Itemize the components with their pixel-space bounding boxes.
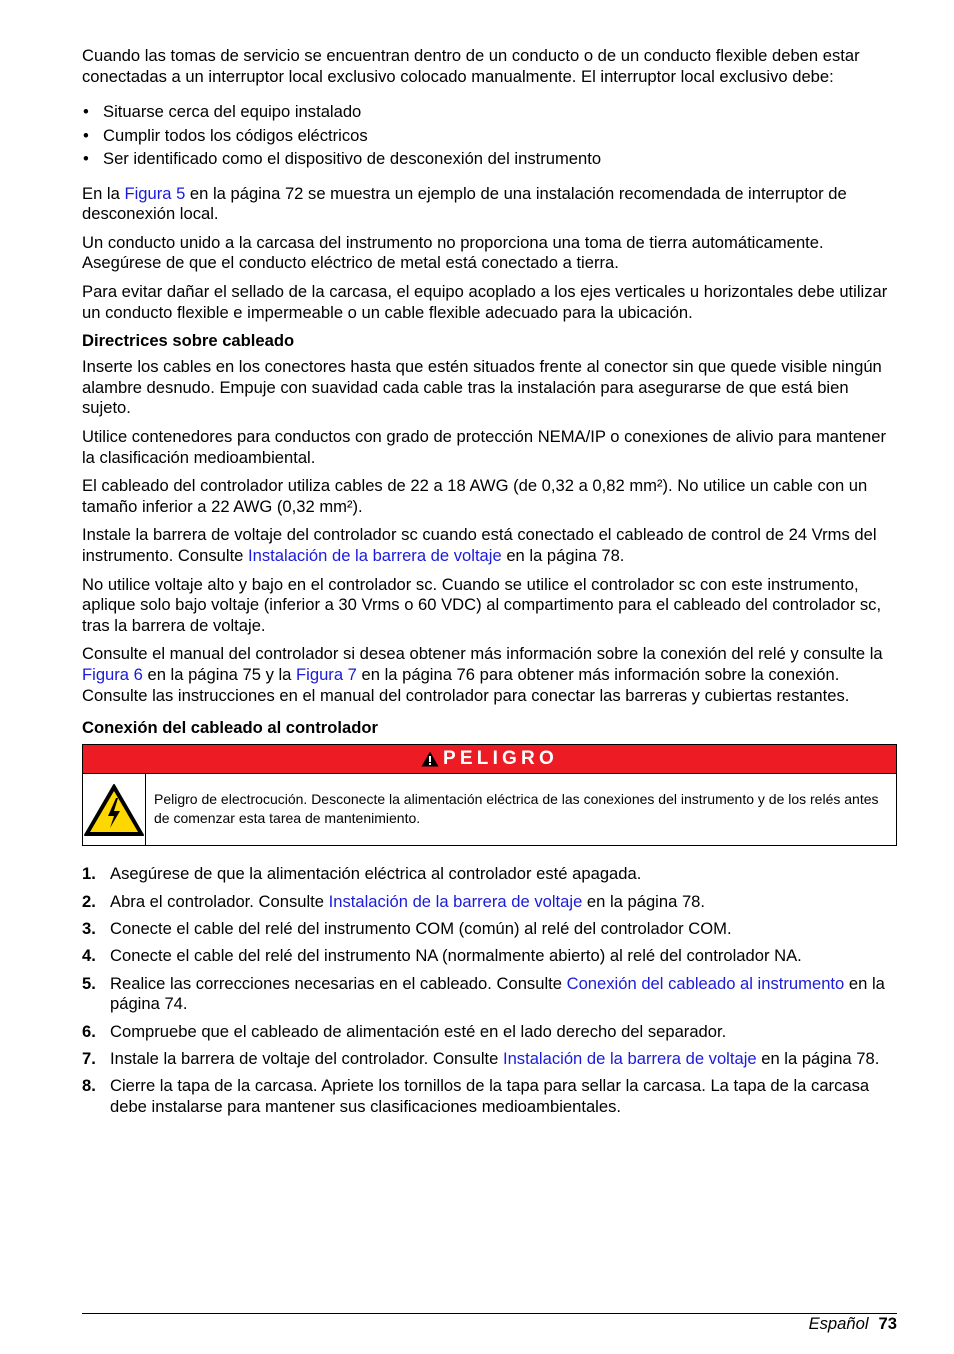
step-link[interactable]: Conexión del cableado al instrumento [566, 973, 845, 993]
page-footer [82, 1313, 897, 1333]
footer-language: Español [808, 1314, 869, 1333]
step-number: 3. [82, 918, 96, 938]
step-text: Compruebe que el cableado de alimentación esté en el lado derecho del separador. [110, 1021, 727, 1041]
page-number: 73 [878, 1314, 897, 1333]
voltage-barrier-paragraph: Instale la barrera de voltaje del controlador sc cuando está conectado el cableado de control de 24 Vrms del instrumento. Consulte Instalación de la barrera de voltaje en la página 78. [82, 525, 877, 565]
seal-paragraph: Para evitar dañar el sellado de la carcasa, el equipo acoplado a los ejes verticales u horizontales debe utilizar un conducto flexible e impermeable o un cable flexible adecuado para la ubicación. [82, 282, 888, 322]
step-text: Realice las correcciones necesarias en el cableado. Consulte Conexión del cableado al instrumento en la página 74. [110, 973, 885, 1014]
danger-notice [82, 744, 897, 846]
step-text: Instale la barrera de voltaje del controlador. Consulte Instalación de la barrera de voltaje en la página 78. [110, 1049, 880, 1069]
step-item [82, 864, 897, 885]
list-item: • Ser identificado como el dispositivo de desconexión del instrumento [82, 147, 897, 171]
step-text: Conecte el cable del relé del instrumento NA (normalmente abierto) al relé del controlador NA. [110, 946, 802, 966]
wiring-paragraph: Inserte los cables en los conectores hasta que estén situados frente al conector sin que quede visible ningún alambre desnudo. Empuje con suavidad cada cable tras la instalación para asegurarse de que está bien sujeto. [82, 357, 882, 418]
step-text: Asegúrese de que la alimentación eléctrica al controlador esté apagada. [110, 864, 642, 884]
procedure-steps [82, 864, 897, 1118]
step-item [82, 1076, 897, 1117]
wiring-guidelines-heading: Directrices sobre cableado [82, 331, 295, 351]
step-link[interactable]: Instalación de la barrera de voltaje [328, 891, 583, 911]
step-item [82, 919, 897, 940]
wiring-paragraph: El cableado del controlador utiliza cables de 22 a 18 AWG (de 0,32 a 0,82 mm²). No utilice un cable con un tamaño inferior a 22 AWG (0,32 mm²). [82, 476, 868, 516]
step-text: Conecte el cable del relé del instrumento COM (común) al relé del controlador COM. [110, 918, 732, 938]
figure-5-link[interactable]: Figura 5 [124, 183, 186, 203]
step-item [82, 892, 897, 913]
voltage-barrier-link[interactable]: Instalación de la barrera de voltaje [248, 546, 502, 565]
step-item [82, 1049, 897, 1070]
controller-manual-paragraph: Consulte el manual del controlador si desea obtener más información sobre la conexión del relé y consulte la Figura 6 en la página 75 y la Figura 7 en la página 76 para obtener más información sobre la conexión. Consulte las instrucciones en el manual del controlador para conectar las barreras y cubiertas restantes. [82, 644, 883, 705]
step-item [82, 946, 897, 967]
wiring-paragraph: Utilice contenedores para conductos con grado de protección NEMA/IP o conexiones de alivio para mantener la clasificación medioambiental. [82, 427, 887, 467]
step-text: Cierre la tapa de la carcasa. Apriete los tornillos de la tapa para sellar la carcasa. La tapa de la carcasa debe instalarse para mantener sus clasificaciones medioambientales. [110, 1076, 870, 1117]
step-number: 8. [82, 1076, 96, 1096]
step-number: 1. [82, 864, 96, 884]
step-link[interactable]: Instalación de la barrera de voltaje [502, 1049, 757, 1069]
document-page [82, 46, 897, 1124]
danger-body [83, 774, 896, 845]
connection-heading: Conexión del cableado al controlador [82, 718, 378, 738]
intro-paragraph: Cuando las tomas de servicio se encuentran dentro de un conducto o de un conducto flexible deben estar conectadas a un interruptor local exclusivo colocado manualmente. El interruptor local exclusivo debe: [82, 46, 860, 86]
figure-reference-paragraph: En la Figura 5 en la página 72 se muestra un ejemplo de una instalación recomendada de interruptor de desconexión local. [82, 183, 847, 224]
step-number: 2. [82, 891, 96, 911]
step-number: 7. [82, 1049, 96, 1069]
warning-triangle-icon [421, 751, 439, 767]
list-item: • Cumplir todos los códigos eléctricos [82, 124, 897, 148]
danger-icon-cell [83, 774, 146, 845]
step-number: 5. [82, 973, 96, 993]
electrical-hazard-icon [83, 783, 145, 837]
danger-title: PELIGRO [443, 748, 558, 770]
danger-text: Peligro de electrocución. Desconecte la alimentación eléctrica de las conexiones del instrumento y de los relés antes de comenzar esta tarea de mantenimiento. [154, 791, 879, 826]
wiring-paragraph: No utilice voltaje alto y bajo en el controlador sc. Cuando se utilice el controlador sc con este instrumento, aplique solo bajo voltaje (inferior a 30 Vrms o 60 VDC) al compartimento para el cableado del controlador sc, tras la barrera de voltaje. [82, 574, 882, 635]
step-item [82, 1022, 897, 1043]
step-number: 4. [82, 946, 96, 966]
step-number: 6. [82, 1021, 96, 1041]
figure-7-link[interactable]: Figura 7 [296, 664, 357, 684]
step-text: Abra el controlador. Consulte Instalación de la barrera de voltaje en la página 78. [110, 891, 706, 911]
page-indicator [809, 1314, 897, 1334]
grounding-paragraph: Un conducto unido a la carcasa del instrumento no proporciona una toma de tierra automáticamente. Asegúrese de que el conducto eléctrico de metal está conectado a tierra. [82, 232, 824, 273]
figure-6-link[interactable]: Figura 6 [82, 664, 143, 684]
requirements-list [82, 100, 897, 171]
step-item [82, 974, 897, 1015]
danger-header [83, 745, 896, 774]
list-item: • Situarse cerca del equipo instalado [82, 100, 897, 124]
